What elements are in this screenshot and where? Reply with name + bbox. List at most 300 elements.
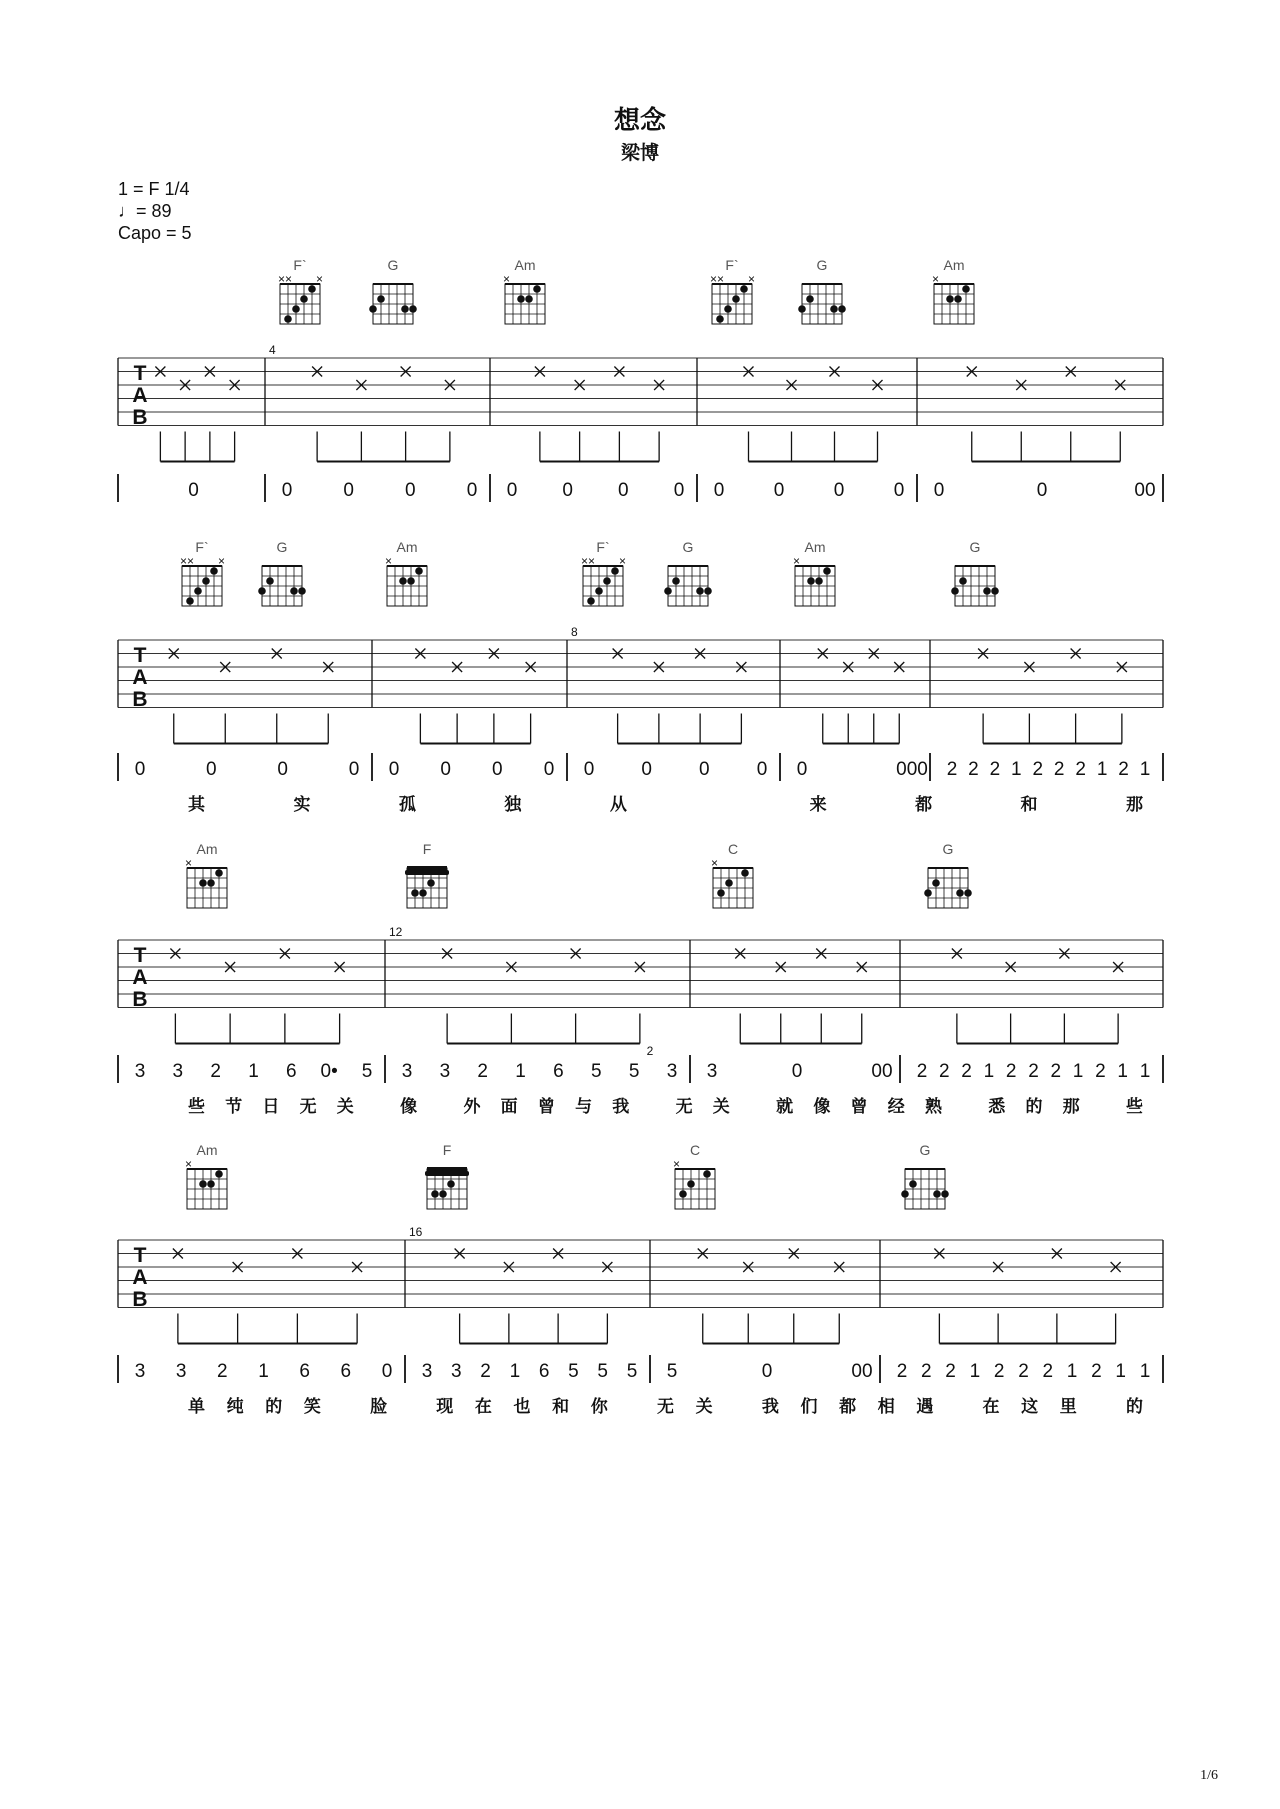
muted-string-mark: × [316, 272, 324, 286]
muted-note [614, 367, 624, 462]
finger-dot [199, 879, 207, 887]
jianpu-note: 0 [583, 759, 595, 780]
muted-note [292, 1249, 302, 1344]
muted-note [613, 649, 623, 744]
jianpu-note: 0 [756, 759, 768, 780]
finger-dot [207, 1180, 215, 1188]
chord-name: G [942, 841, 954, 857]
jianpu-note: 3 [134, 1361, 146, 1382]
muted-note [323, 662, 333, 744]
muted-note [1066, 367, 1076, 462]
finger-dot [611, 567, 619, 575]
muted-note [1006, 962, 1016, 1044]
jianpu-note: 1 [515, 1061, 526, 1082]
muted-note [869, 649, 879, 744]
jianpu-note: 0 [506, 480, 518, 501]
muted-note [1016, 380, 1026, 462]
jianpu-note: 2 [993, 1361, 1005, 1382]
jianpu-note: 0 [405, 480, 416, 501]
chord-diagram-g [924, 841, 972, 908]
jianpu-note: 2 [968, 759, 979, 780]
jianpu-note: 3 [666, 1061, 678, 1082]
muted-note [816, 949, 826, 1044]
jianpu-note: 0 [791, 1061, 803, 1082]
jianpu-note: 0 [343, 480, 354, 501]
muted-note [952, 949, 962, 1044]
muted-note [415, 649, 425, 744]
muted-note [873, 380, 883, 462]
muted-note [504, 1262, 514, 1344]
tab-clef-a: A [132, 666, 148, 689]
muted-note [280, 949, 290, 1044]
muted-note [352, 1262, 362, 1344]
jianpu-note: 0 [206, 759, 217, 780]
chord-name: F` [725, 257, 739, 273]
jianpu-note: 0 [893, 480, 905, 501]
chord-name: F [442, 1142, 452, 1158]
jianpu-note: 5 [597, 1361, 609, 1382]
muted-note [233, 1262, 243, 1344]
muted-note [452, 662, 462, 744]
finger-dot [740, 285, 748, 293]
grace-note: 2 [646, 1044, 654, 1058]
muted-note [401, 367, 411, 462]
chord-diagram-f [180, 539, 225, 606]
jianpu-note: 5 [628, 1061, 640, 1082]
muted-note [180, 380, 190, 462]
chord-diagram-f [405, 841, 449, 908]
jianpu-note: 1 [1072, 1061, 1084, 1082]
tempo-marking: ♩= 89 [118, 201, 172, 221]
finger-dot [587, 597, 595, 605]
muted-note [695, 649, 705, 744]
jianpu-note: 0 [440, 759, 451, 780]
finger-dot [517, 295, 525, 303]
finger-dot [724, 305, 732, 313]
finger-dot [933, 1190, 941, 1198]
muted-note [602, 1262, 612, 1344]
muted-note [843, 662, 853, 744]
jianpu-note: 2 [916, 1061, 928, 1082]
chord-name: F [422, 841, 432, 857]
jianpu-note: 3 [134, 1061, 146, 1082]
finger-dot [415, 567, 423, 575]
jianpu-line-system-3 [118, 1044, 1163, 1117]
jianpu-line-system-1 [118, 474, 1163, 502]
finger-dot [399, 577, 407, 585]
chord-diagram-g [901, 1142, 949, 1209]
jianpu-note: 2 [480, 1361, 491, 1382]
jianpu-note: 1 [1139, 1361, 1151, 1382]
muted-note [356, 380, 366, 462]
finger-dot [284, 315, 292, 323]
muted-note [978, 649, 988, 744]
finger-dot [258, 587, 266, 595]
capo-marking: Capo = 5 [118, 223, 192, 243]
jianpu-note: 00 [851, 1361, 873, 1382]
finger-dot [909, 1180, 917, 1188]
chord-diagram-am [185, 841, 227, 908]
muted-note [776, 962, 786, 1044]
jianpu-note: 0 [773, 480, 785, 501]
finger-dot [725, 879, 733, 887]
jianpu-note: 2 [896, 1361, 908, 1382]
jianpu-note: 2 [946, 759, 958, 780]
chord-diagram-f [278, 257, 323, 324]
jianpu-note: 2 [217, 1361, 228, 1382]
jianpu-note: 5 [590, 1061, 602, 1082]
lyrics-line: 单纯的笑 脸 现在也和你 无关 我们都相遇 在这里 的 [188, 1397, 1143, 1417]
muted-note [445, 380, 455, 462]
jianpu-note: 2 [945, 1361, 956, 1382]
jianpu-note: 0 [761, 1361, 773, 1382]
chord-diagram-g [258, 539, 306, 606]
finger-dot [215, 1170, 223, 1178]
finger-dot [983, 587, 991, 595]
jianpu-note: 2 [1095, 1061, 1106, 1082]
jianpu-note: 6 [340, 1361, 352, 1382]
muted-note [744, 367, 754, 462]
finger-dot [427, 879, 435, 887]
tab-clef-t: T [133, 644, 147, 667]
jianpu-note: 6 [299, 1361, 310, 1382]
finger-dot [901, 1190, 909, 1198]
jianpu-note: 2 [1005, 1061, 1017, 1082]
jianpu-note: 2 [210, 1061, 221, 1082]
key-signature: 1 = F 1/4 [118, 179, 190, 199]
muted-string-mark: × [748, 272, 756, 286]
jianpu-note: 0 [699, 759, 710, 780]
muted-note [455, 1249, 465, 1344]
muted-string-mark: × [673, 1157, 681, 1171]
finger-dot [215, 869, 223, 877]
barre [425, 1171, 469, 1176]
tab-staff-system-2 [118, 625, 1163, 744]
song-title: 想念 [613, 106, 666, 136]
jianpu-note: 1 [248, 1061, 259, 1082]
measure-number: 4 [269, 343, 276, 357]
finger-dot [815, 577, 823, 585]
muted-string-mark: × [932, 272, 940, 286]
muted-string-mark: × [619, 554, 627, 568]
finger-dot [716, 315, 724, 323]
jianpu-note: 2 [961, 1061, 972, 1082]
finger-dot [956, 889, 964, 897]
chord-name: Am [396, 539, 418, 555]
muted-note [1071, 649, 1081, 744]
page-number: 1/6 [1200, 1768, 1218, 1783]
muted-string-mark: × [218, 554, 226, 568]
muted-note [743, 1262, 753, 1344]
finger-dot [991, 587, 999, 595]
jianpu-note: 2 [1032, 759, 1044, 780]
finger-dot [298, 587, 306, 595]
chord-diagram-f [581, 539, 626, 606]
muted-note [335, 962, 345, 1044]
measure-number: 12 [389, 925, 403, 939]
jianpu-note: 0 [188, 480, 199, 501]
finger-dot [732, 295, 740, 303]
tab-clef-a: A [132, 1266, 148, 1289]
chord-diagram-f [710, 257, 755, 324]
finger-dot [806, 295, 814, 303]
tab-clef-a: A [132, 966, 148, 989]
jianpu-note: 2 [1091, 1361, 1102, 1382]
finger-dot [401, 305, 409, 313]
chord-diagram-g [798, 257, 846, 324]
muted-note [1117, 662, 1127, 744]
jianpu-note: 0 [281, 480, 293, 501]
muted-note [834, 1262, 844, 1344]
muted-note [535, 367, 545, 462]
tab-staff-system-3 [118, 925, 1163, 1044]
muted-note [1113, 962, 1123, 1044]
chord-name: G [919, 1142, 931, 1158]
artist-name: 梁博 [620, 142, 659, 164]
muted-note [1059, 949, 1069, 1044]
jianpu-note: 1 [509, 1361, 521, 1382]
chord-name: G [682, 539, 694, 555]
finger-dot [838, 305, 846, 313]
finger-dot [717, 889, 725, 897]
finger-dot [525, 295, 533, 303]
finger-dot [924, 889, 932, 897]
jianpu-note: 1 [1066, 1361, 1078, 1382]
jianpu-note: 0 [381, 1361, 393, 1382]
finger-dot [696, 587, 704, 595]
jianpu-note: 0 [673, 480, 685, 501]
finger-dot [292, 305, 300, 313]
finger-dot [377, 295, 385, 303]
muted-note [857, 962, 867, 1044]
muted-note [1024, 662, 1034, 744]
muted-note [169, 649, 179, 744]
finger-dot [194, 587, 202, 595]
jianpu-note: 0 [388, 759, 400, 780]
tab-clef-b: B [132, 1288, 148, 1311]
muted-note [173, 1249, 183, 1344]
jianpu-note: 0 [713, 480, 725, 501]
jianpu-note: 3 [421, 1361, 433, 1382]
finger-dot [823, 567, 831, 575]
jianpu-note: 6 [286, 1061, 297, 1082]
chord-diagram-c [711, 841, 753, 908]
jianpu-note: 2 [939, 1061, 950, 1082]
finger-dot [439, 1190, 447, 1198]
tab-clef-b: B [132, 406, 148, 429]
jianpu-note: 5 [361, 1061, 373, 1082]
jianpu-note: 5 [666, 1361, 678, 1382]
finger-dot [419, 889, 427, 897]
muted-note [155, 367, 165, 462]
muted-note [575, 380, 585, 462]
chord-diagram-g [369, 257, 417, 324]
muted-string-mark: × [385, 554, 393, 568]
finger-dot [962, 285, 970, 293]
finger-dot [687, 1180, 695, 1188]
muted-note [553, 1249, 563, 1344]
chord-name: C [727, 841, 739, 857]
finger-dot [603, 577, 611, 585]
muted-note [993, 1262, 1003, 1344]
jianpu-note: 1 [258, 1361, 269, 1382]
jianpu-note: 0• [320, 1061, 338, 1082]
jianpu-note: 1 [1096, 759, 1108, 780]
jianpu-note: 2 [1018, 1361, 1029, 1382]
finger-dot [798, 305, 806, 313]
muted-note [654, 380, 664, 462]
muted-note [789, 1249, 799, 1344]
muted-note [1111, 1262, 1121, 1344]
chord-name: G [969, 539, 981, 555]
jianpu-note: 2 [989, 759, 1001, 780]
muted-note [635, 962, 645, 1044]
measure-number: 8 [571, 625, 578, 639]
muted-note [967, 367, 977, 462]
jianpu-note: 0 [134, 759, 146, 780]
jianpu-note: 0 [1036, 480, 1048, 501]
jianpu-note: 3 [172, 1061, 184, 1082]
jianpu-note: 3 [450, 1361, 462, 1382]
jianpu-note: 2 [1053, 759, 1065, 780]
muted-note [736, 662, 746, 744]
chord-diagram-am [503, 257, 545, 324]
muted-note [272, 649, 282, 744]
jianpu-note: 0 [796, 759, 808, 780]
jianpu-note: 6 [538, 1361, 550, 1382]
finger-dot [741, 869, 749, 877]
finger-dot [932, 879, 940, 887]
muted-note [787, 380, 797, 462]
finger-dot [664, 587, 672, 595]
chord-name: G [276, 539, 288, 555]
finger-dot [964, 889, 972, 897]
finger-dot [595, 587, 603, 595]
jianpu-note: 3 [175, 1361, 187, 1382]
muted-note [442, 949, 452, 1044]
finger-dot [704, 587, 712, 595]
muted-string-mark: × [503, 272, 511, 286]
chord-diagram-g [664, 539, 712, 606]
jianpu-note: 2 [1118, 759, 1129, 780]
tab-clef-b: B [132, 688, 148, 711]
jianpu-note: 2 [1042, 1361, 1054, 1382]
finger-dot [300, 295, 308, 303]
muted-note [698, 1249, 708, 1344]
chord-diagram-g [951, 539, 999, 606]
muted-note [506, 962, 516, 1044]
muted-note [830, 367, 840, 462]
jianpu-note: 3 [401, 1061, 413, 1082]
jianpu-note: 2 [921, 1361, 932, 1382]
chord-name: F` [293, 257, 307, 273]
muted-strings-mark: ×× [180, 554, 195, 568]
finger-dot [411, 889, 419, 897]
jianpu-note: 2 [1075, 759, 1086, 780]
jianpu-note: 0 [562, 480, 573, 501]
muted-strings-mark: ×× [278, 272, 293, 286]
jianpu-note: 1 [1117, 1061, 1128, 1082]
jianpu-note: 3 [439, 1061, 451, 1082]
chord-name: Am [514, 257, 536, 273]
jianpu-note: 0 [277, 759, 288, 780]
finger-dot [409, 305, 417, 313]
muted-string-mark: × [793, 554, 801, 568]
tab-clef-b: B [132, 988, 148, 1011]
tab-staff-system-4 [118, 1225, 1163, 1344]
finger-dot [954, 295, 962, 303]
finger-dot [407, 577, 415, 585]
chord-diagram-am [385, 539, 427, 606]
jianpu-note: 0 [833, 480, 845, 501]
muted-note [489, 649, 499, 744]
chord-diagram-am [932, 257, 974, 324]
finger-dot [266, 577, 274, 585]
finger-dot [807, 577, 815, 585]
jianpu-note: 00 [871, 1061, 893, 1082]
jianpu-note: 0 [933, 480, 945, 501]
muted-note [894, 662, 904, 744]
tab-clef-t: T [133, 1244, 147, 1267]
jianpu-note: 00 [1134, 480, 1156, 501]
chord-name: Am [196, 1142, 218, 1158]
finger-dot [672, 577, 680, 585]
finger-dot [290, 587, 298, 595]
muted-string-mark: × [185, 1157, 193, 1171]
chord-diagram-am [185, 1142, 227, 1209]
jianpu-note: 1 [1139, 1061, 1151, 1082]
tab-clef-a: A [132, 384, 148, 407]
finger-dot [202, 577, 210, 585]
chord-name: G [387, 257, 399, 273]
finger-dot [369, 305, 377, 313]
chord-name: Am [804, 539, 826, 555]
jianpu-note: 3 [706, 1061, 718, 1082]
chord-name: Am [196, 841, 218, 857]
jianpu-note: 1 [1011, 759, 1022, 780]
finger-dot [210, 567, 218, 575]
measure-number: 16 [409, 1225, 423, 1239]
jianpu-note: 1 [1139, 759, 1151, 780]
muted-note [225, 962, 235, 1044]
jianpu-note: 5 [626, 1361, 638, 1382]
jianpu-note: 1 [983, 1061, 995, 1082]
finger-dot [703, 1170, 711, 1178]
jianpu-line-system-4 [118, 1355, 1163, 1417]
jianpu-note: 0 [618, 480, 629, 501]
chord-diagram-am [793, 539, 835, 606]
muted-note [230, 380, 240, 462]
jianpu-note: 1 [1115, 1361, 1126, 1382]
lyrics-line: 其实孤独从 来都和那 [188, 795, 1143, 815]
chord-name: Am [943, 257, 965, 273]
jianpu-note: 0 [492, 759, 503, 780]
jianpu-note: 0 [348, 759, 360, 780]
finger-dot [308, 285, 316, 293]
chord-diagram-f [425, 1142, 469, 1209]
muted-string-mark: × [185, 856, 193, 870]
finger-dot [447, 1180, 455, 1188]
jianpu-note: 000 [896, 759, 928, 780]
muted-note [934, 1249, 944, 1344]
muted-note [526, 662, 536, 744]
finger-dot [431, 1190, 439, 1198]
finger-dot [946, 295, 954, 303]
jianpu-note: 2 [1050, 1061, 1062, 1082]
finger-dot [199, 1180, 207, 1188]
chord-diagram-c [673, 1142, 715, 1209]
tab-staff-system-1 [118, 343, 1163, 462]
